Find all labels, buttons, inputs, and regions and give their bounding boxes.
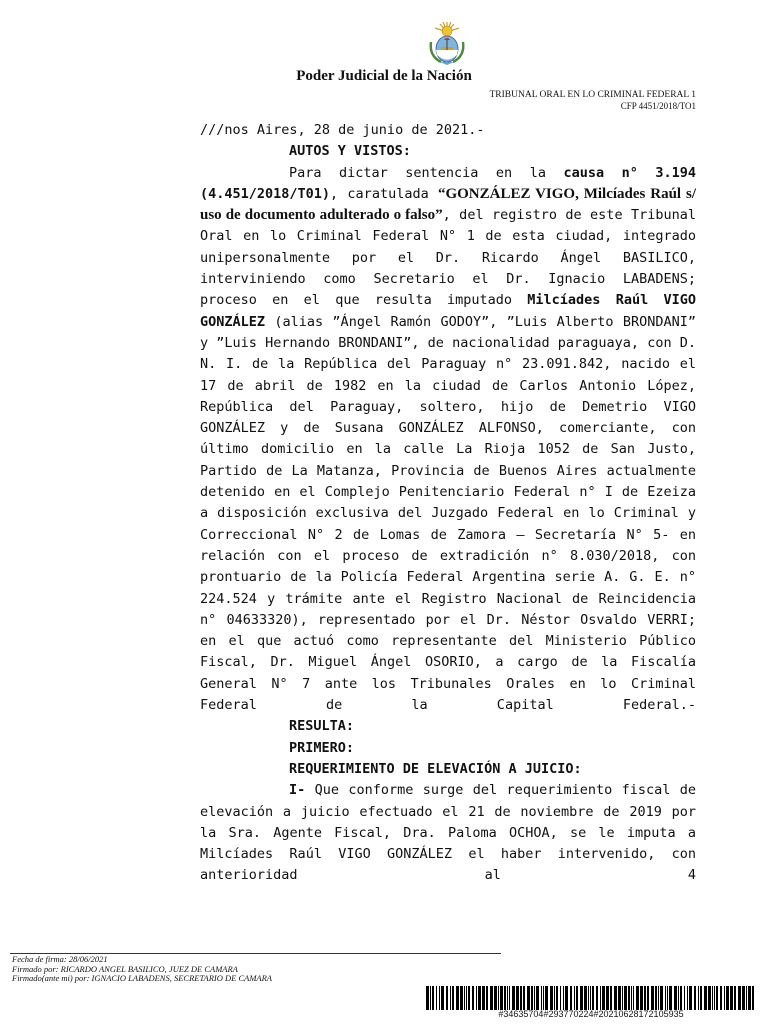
barcode-bar bbox=[602, 986, 605, 1010]
barcode-bar bbox=[520, 986, 522, 1010]
barcode-bar bbox=[466, 986, 467, 1010]
heading-primero bbox=[200, 738, 696, 759]
document-body bbox=[200, 120, 696, 887]
barcode-bar bbox=[667, 986, 668, 1010]
barcode-bar bbox=[460, 986, 463, 1010]
barcode-bar bbox=[543, 986, 544, 1010]
p2-text: Que conforme surge del requerimiento fiscal de elevación a juicio efectuado el 21 de noviembre de 2019 por la Sra. Agente Fiscal, Dra. Paloma OCHOA, se le imputa a Milcíades Raúl VIGO GONZÁLEZ el haber intervenido, con anterioridad al 4 bbox=[200, 782, 696, 884]
barcode-bar bbox=[738, 986, 741, 1010]
case-caption: “GONZÁLEZ VIGO, Milcíades Raúl s/ uso de documento adulterado o falso” bbox=[200, 185, 696, 224]
barcode-bar bbox=[565, 986, 568, 1010]
barcode-bar bbox=[563, 986, 564, 1010]
barcode-bar bbox=[752, 986, 754, 1010]
barcode-bar bbox=[512, 986, 515, 1010]
p1-e: , del registro de este Tribunal Oral en lo Criminal Federal N° 1 de esta ciudad, integrado unipersonalmente por el Dr. Ricardo Ángel BASILICO, interviniendo como Secretario el Dr. Ignacio LABADENS; proceso en el que resulta imputado bbox=[200, 207, 696, 309]
barcode-bar bbox=[509, 986, 510, 1010]
barcode-bar bbox=[482, 986, 485, 1010]
barcode-bar bbox=[584, 986, 587, 1010]
case-number: causa n° 3.194 (4.451/2018/T01) bbox=[200, 164, 696, 202]
barcode-bar bbox=[606, 986, 609, 1010]
requerimiento-label: REQUERIMIENTO DE ELEVACIÓN A JUICIO: bbox=[289, 760, 582, 777]
signature-footer bbox=[12, 955, 272, 984]
paragraph-requerimiento bbox=[200, 780, 696, 886]
p1-a: Para dictar sentencia en la bbox=[289, 164, 564, 181]
p1-g: (alias ”Ángel Ramón GODOY”, ”Luis Alberto BRONDANI” y ”Luis Hernando BRONDANI”, de nacionalidad paraguaya, con D. N. I. de la República del Paraguay n° 23.091.842, nacido el 17 de abril de 1982 en la ciudad de Carlos Antonio López, República del Paraguay, soltero, hijo de Demetrio VIGO GONZÁLEZ y de Susana GONZÁLEZ ALFONSO, comerciante, con último domicilio en la calle La Rioja 1052 de San Justo, Partido de La Matanza, Provincia de Buenos Aires actualmente detenido en el Complejo Penitenciario Federal n° I de Ezeiza a disposición exclusiva del Juzgado Federal en lo Criminal y Correccional N° 2 de Lomas de Zamora – Secretaría N° 5- en relación con el proceso de extradición n° 8.030/2018, con prontuario de la Policía Federal Argentina serie A. G. E. n° 224.524 y trámite ante el Registro Nacional de Reincidencia n° 04633320), representado por el Dr. Néstor Osvaldo VERRI; en el que actuó como representante del Ministerio Público Fiscal, Dr. Miguel Ángel OSORIO, a cargo de la Fiscalía General N° 7 ante los Tribunales Orales en lo Criminal Federal de la Capital Federal.- bbox=[200, 313, 696, 714]
barcode-bar bbox=[698, 986, 699, 1010]
barcode-bar bbox=[592, 986, 594, 1010]
barcode-bar bbox=[636, 986, 639, 1010]
barcode-bar bbox=[464, 986, 465, 1010]
autos-label: AUTOS Y VISTOS: bbox=[289, 143, 411, 160]
barcode-bar bbox=[490, 986, 493, 1010]
barcode-bar bbox=[660, 986, 663, 1010]
barcode-bar bbox=[570, 986, 572, 1010]
barcode-bar bbox=[576, 986, 578, 1010]
barcode-bar bbox=[640, 986, 643, 1010]
barcode-bar bbox=[694, 986, 696, 1010]
barcode-bar bbox=[476, 986, 477, 1010]
defendant-name: Milcíades Raúl VIGO GONZÁLEZ bbox=[200, 292, 696, 330]
barcode-bar bbox=[689, 986, 692, 1010]
heading-autos bbox=[200, 141, 696, 162]
barcode-bar bbox=[687, 986, 688, 1010]
institution-title: Poder Judicial de la Nación bbox=[296, 68, 472, 84]
p1-c: , caratulada bbox=[330, 185, 438, 202]
barcode-bar bbox=[596, 986, 598, 1010]
coat-of-arms-emblem bbox=[427, 20, 467, 66]
barcode-bar bbox=[700, 986, 702, 1010]
barcode-bar bbox=[590, 986, 591, 1010]
barcode-bar bbox=[523, 986, 525, 1010]
barcode-bar bbox=[647, 986, 649, 1010]
barcode-bar bbox=[436, 986, 437, 1010]
barcode-bar bbox=[724, 986, 725, 1010]
barcode-bar bbox=[574, 986, 575, 1010]
barcode-bar bbox=[504, 986, 506, 1010]
barcode-bar bbox=[550, 986, 553, 1010]
barcode-bar bbox=[726, 986, 729, 1010]
barcode-bar bbox=[498, 986, 499, 1010]
barcode-bar bbox=[500, 986, 503, 1010]
barcode-bar bbox=[655, 986, 657, 1010]
barcode-bar bbox=[536, 986, 539, 1010]
barcode-bar bbox=[588, 986, 589, 1010]
date-line: ///nos Aires, 28 de junio de 2021.- bbox=[200, 122, 485, 138]
barcode-bar bbox=[712, 986, 713, 1010]
barcode-bar bbox=[580, 986, 583, 1010]
barcode-bar bbox=[680, 986, 682, 1010]
signed-by: Firmado por: RICARDO ANGEL BASILICO, JUEZ DE CAMARA bbox=[12, 963, 238, 974]
primero-label: PRIMERO: bbox=[289, 739, 355, 756]
barcode-bar bbox=[734, 986, 736, 1010]
barcode-bar bbox=[678, 986, 679, 1010]
barcode-bar bbox=[614, 986, 617, 1010]
document-barcode bbox=[426, 986, 756, 1010]
barcode-bar bbox=[624, 986, 627, 1010]
barcode-bar bbox=[746, 986, 747, 1010]
barcode-bar bbox=[716, 986, 718, 1010]
barcode-bar bbox=[541, 986, 542, 1010]
barcode-bar bbox=[556, 986, 558, 1010]
tribunal-name: TRIBUNAL ORAL EN LO CRIMINAL FEDERAL 1 bbox=[489, 90, 696, 100]
barcode-bar bbox=[684, 986, 685, 1010]
barcode-bar bbox=[478, 986, 481, 1010]
barcode-bar bbox=[450, 986, 451, 1010]
barcode-bar bbox=[708, 986, 711, 1010]
barcode-bar bbox=[665, 986, 666, 1010]
barcode-bar bbox=[554, 986, 555, 1010]
barcode-bar bbox=[456, 986, 459, 1010]
barcode-bar bbox=[452, 986, 454, 1010]
barcode-bar bbox=[600, 986, 601, 1010]
barcode-bar bbox=[618, 986, 621, 1010]
barcode-bar bbox=[468, 986, 470, 1010]
barcode-bar bbox=[446, 986, 448, 1010]
barcode-bar bbox=[633, 986, 634, 1010]
resulta-label: RESULTA: bbox=[289, 718, 355, 735]
barcode-bar bbox=[527, 986, 530, 1010]
barcode-bar bbox=[486, 986, 488, 1010]
tribunal-header bbox=[489, 90, 696, 112]
barcode-bar bbox=[658, 986, 659, 1010]
paragraph-number: I- bbox=[289, 782, 306, 799]
barcode-bar bbox=[742, 986, 745, 1010]
barcode-bar bbox=[441, 986, 444, 1010]
barcode-bar bbox=[720, 986, 722, 1010]
barcode-bar bbox=[730, 986, 733, 1010]
barcode-bar bbox=[631, 986, 632, 1010]
barcode-bar bbox=[651, 986, 654, 1010]
barcode-bar bbox=[628, 986, 630, 1010]
barcode-bar bbox=[545, 986, 548, 1010]
barcode-bar bbox=[507, 986, 508, 1010]
barcode-bar bbox=[610, 986, 612, 1010]
barcode-bar bbox=[439, 986, 440, 1010]
barcode-bar bbox=[531, 986, 533, 1010]
barcode-bar bbox=[432, 986, 434, 1010]
barcode-bar bbox=[534, 986, 535, 1010]
barcode-number: #34635704#293770224#20210628172105935 bbox=[498, 1009, 684, 1019]
barcode-bar bbox=[674, 986, 677, 1010]
heading-resulta bbox=[200, 716, 696, 737]
paragraph-case-intro bbox=[200, 163, 696, 717]
barcode-bar bbox=[748, 986, 751, 1010]
barcode-bar bbox=[426, 986, 429, 1010]
barcode-bar bbox=[704, 986, 707, 1010]
case-reference: CFP 4451/2018/TO1 bbox=[620, 101, 696, 111]
barcode-bar bbox=[494, 986, 497, 1010]
signature-date: Fecha de firma: 28/06/2021 bbox=[12, 954, 108, 964]
barcode-bar bbox=[644, 986, 646, 1010]
heading-requerimiento bbox=[200, 759, 696, 780]
signed-before: Firmado(ante mi) por: IGNACIO LABADENS, SECRETARIO DE CAMARA bbox=[12, 973, 273, 983]
barcode-bar bbox=[430, 986, 431, 1010]
barcode-bar bbox=[669, 986, 672, 1010]
barcode-bar bbox=[516, 986, 519, 1010]
barcode-bar bbox=[622, 986, 623, 1010]
barcode-bar bbox=[714, 986, 715, 1010]
barcode-bar bbox=[560, 986, 561, 1010]
barcode-bar bbox=[472, 986, 474, 1010]
